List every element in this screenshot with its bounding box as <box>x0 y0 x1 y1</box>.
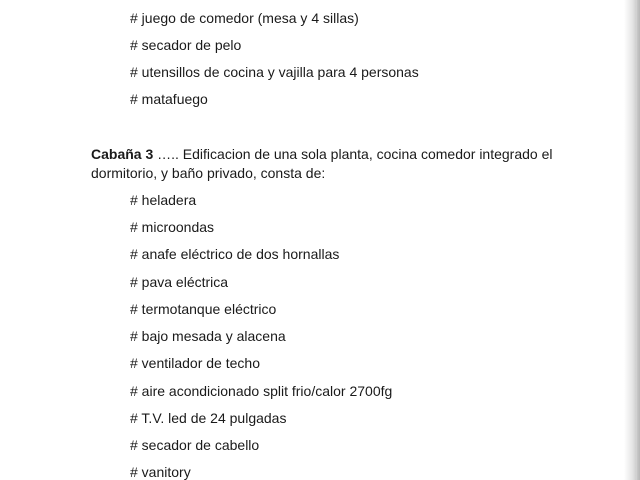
list-item: # utensillos de cocina y vajilla para 4 personas <box>130 64 419 80</box>
cabana-3-heading: Cabaña 3 <box>91 146 154 162</box>
paragraph-line-2: dormitorio, y baño privado, consta de: <box>91 165 326 181</box>
list-item: # bajo mesada y alacena <box>130 328 286 344</box>
list-item: # T.V. led de 24 pulgadas <box>130 410 287 426</box>
list-item: # secador de cabello <box>130 437 260 453</box>
list-item: # aire acondicionado split frio/calor 2700fg <box>130 383 393 399</box>
list-item: # microondas <box>130 219 215 235</box>
list-item: # termotanque eléctrico <box>130 301 277 317</box>
list-item: # secador de pelo <box>130 37 242 53</box>
list-item: # matafuego <box>130 91 208 107</box>
list-item: # vanitory <box>130 464 191 480</box>
page-edge-line <box>636 0 637 480</box>
cabana-3-paragraph <box>91 145 561 183</box>
list-item: # anafe eléctrico de dos hornallas <box>130 246 340 262</box>
list-item: # pava eléctrica <box>130 274 229 290</box>
list-item: # juego de comedor (mesa y 4 sillas) <box>130 10 359 26</box>
list-item: # ventilador de techo <box>130 355 260 371</box>
paragraph-line-1 <box>91 145 561 164</box>
list-item: # heladera <box>130 192 197 208</box>
cabana-3-description: ….. Edificacion de una sola planta, cocina comedor integrado el <box>153 146 553 162</box>
page-edge-shadow <box>624 0 640 480</box>
